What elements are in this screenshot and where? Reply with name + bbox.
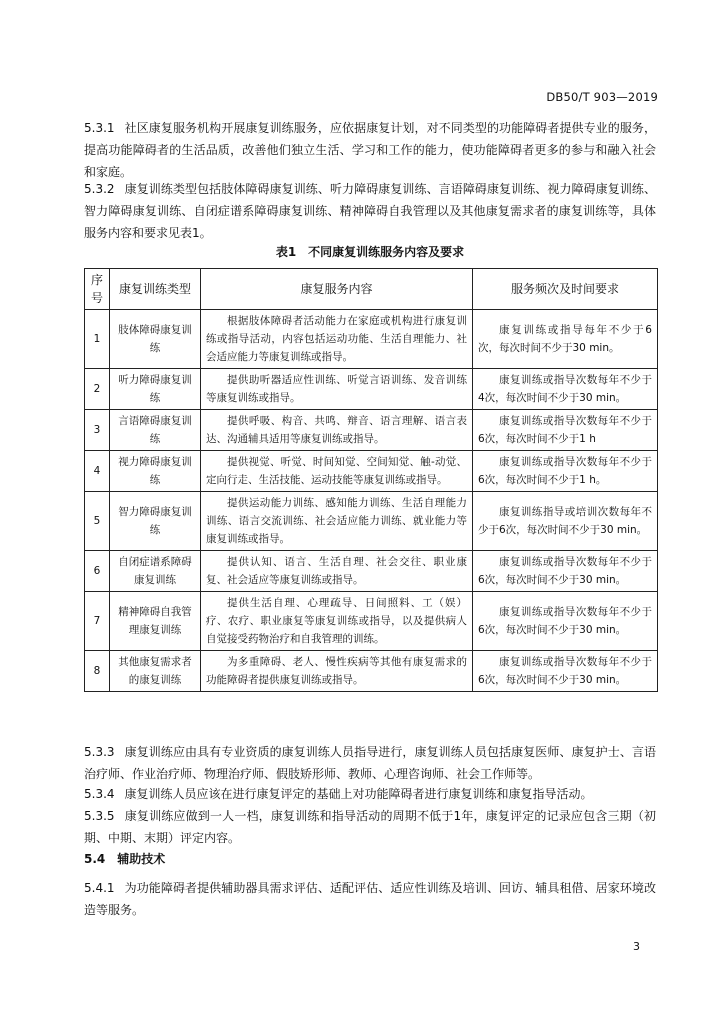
- cell-type: 视力障碍康复训练: [110, 451, 201, 492]
- clause-text: 康复训练应由具有专业资质的康复训练人员指导进行，康复训练人员包括康复医师、康复护士、言语治疗师、作业治疗师、物理治疗师、假肢矫形师、教师、心理咨询师、社会工作师等。: [84, 745, 656, 781]
- header-content: 康复服务内容: [201, 269, 473, 310]
- header-no: 序号: [85, 269, 110, 310]
- cell-frequency: [473, 451, 658, 492]
- clause-number: 5.4.1: [84, 881, 115, 895]
- document-id: DB50/T 903—2019: [546, 90, 658, 104]
- cell-type: 其他康复需求者的康复训练: [110, 651, 201, 692]
- paragraph-5-3-5: [84, 805, 656, 849]
- clause-text: 为功能障碍者提供辅助器具需求评估、适配评估、适应性训练及培训、回访、辅具租借、居家环境改造等服务。: [84, 881, 656, 917]
- frequency-text: 康复训练或指导次数每年不少于6次，每次时间不少于30 min。: [478, 656, 652, 686]
- frequency-text: 康复训练或指导次数每年不少于6次，每次时间不少于30 min。: [478, 556, 652, 586]
- frequency-text: 康复训练指导或培训次数每年不少于6次，每次时间不少于30 min。: [478, 506, 652, 536]
- table-row: [85, 369, 658, 410]
- paragraph-5-3-3: [84, 741, 656, 785]
- cell-no: 7: [85, 592, 110, 651]
- cell-content: [201, 651, 473, 692]
- paragraph-5-3-1: [84, 117, 656, 183]
- clause-number: 5.3.5: [84, 809, 115, 823]
- content-text: 为多重障碍、老人、慢性疾病等其他有康复需求的功能障碍者提供康复训练或指导。: [206, 656, 467, 686]
- cell-type: 精神障碍自我管理康复训练: [110, 592, 201, 651]
- frequency-text: 康复训练或指导次数每年不少于6次，每次时间不少于1 h: [478, 415, 652, 445]
- table-title: 表1 不同康复训练服务内容及要求: [275, 245, 465, 259]
- cell-no: 2: [85, 369, 110, 410]
- content-text: 提供呼吸、构音、共鸣、辩音、语言理解、语言表达、沟通辅具适用等康复训练或指导。: [206, 415, 467, 445]
- cell-content: [201, 310, 473, 369]
- cell-frequency: [473, 410, 658, 451]
- service-table: [84, 268, 658, 692]
- cell-type: 肢体障碍康复训练: [110, 310, 201, 369]
- content-text: 提供助听器适应性训练、听觉言语训练、发音训练等康复训练或指导。: [206, 374, 467, 404]
- cell-content: [201, 410, 473, 451]
- table-header-row: [85, 269, 658, 310]
- paragraph-5-3-4: [84, 783, 656, 805]
- content-text: 提供生活自理、心理疏导、日间照料、工（娱）疗、农疗、职业康复等康复训练或指导，以及提供病人自觉接受药物治疗和自我管理的训练。: [206, 597, 467, 645]
- cell-frequency: [473, 551, 658, 592]
- table-row: [85, 310, 658, 369]
- section-heading: [84, 850, 165, 867]
- table-row: [85, 551, 658, 592]
- clause-text: 康复训练人员应该在进行康复评定的基础上对功能障碍者进行康复训练和康复指导活动。: [124, 787, 593, 801]
- table-row: [85, 451, 658, 492]
- clause-text: 康复训练应做到一人一档，康复训练和指导活动的周期不低于1年，康复评定的记录应包含三期（初期、中期、末期）评定内容。: [84, 809, 656, 845]
- clause-number: 5.3.1: [84, 121, 115, 135]
- table-row: [85, 651, 658, 692]
- cell-frequency: [473, 592, 658, 651]
- content-text: 根据肢体障碍者活动能力在家庭或机构进行康复训练或指导活动，内容包括运动功能、生活自理能力、社会适应能力等康复训练或指导。: [206, 315, 467, 363]
- cell-type: 言语障碍康复训练: [110, 410, 201, 451]
- cell-type: 听力障碍康复训练: [110, 369, 201, 410]
- paragraph-5-4-1: [84, 877, 656, 921]
- clause-text: 康复训练类型包括肢体障碍康复训练、听力障碍康复训练、言语障碍康复训练、视力障碍康复训练、智力障碍康复训练、自闭症谱系障碍康复训练、精神障碍自我管理以及其他康复需求者的康复训练等，具体服务内容和要求见表1。: [84, 182, 656, 240]
- cell-type: 自闭症谱系障碍康复训练: [110, 551, 201, 592]
- cell-content: [201, 551, 473, 592]
- frequency-text: 康复训练或指导次数每年不少于6次，每次时间不少于30 min。: [478, 606, 652, 636]
- clause-number: 5.3.4: [84, 787, 115, 801]
- cell-type: 智力障碍康复训练: [110, 492, 201, 551]
- cell-no: 3: [85, 410, 110, 451]
- content-text: 提供运动能力训练、感知能力训练、生活自理能力训练、语言交流训练、社会适应能力训练、就业能力等康复训练或指导。: [206, 497, 467, 545]
- frequency-text: 康复训练或指导每年不少于6次，每次时间不少于30 min。: [478, 324, 652, 354]
- table-row: [85, 592, 658, 651]
- content-text: 提供认知、语言、生活自理、社会交往、职业康复、社会适应等康复训练或指导。: [206, 556, 467, 586]
- cell-frequency: [473, 492, 658, 551]
- cell-no: 8: [85, 651, 110, 692]
- cell-no: 4: [85, 451, 110, 492]
- table-row: [85, 410, 658, 451]
- content-text: 提供视觉、听觉、时间知觉、空间知觉、触-动觉、定向行走、生活技能、运动技能等康复训练或指导。: [206, 456, 467, 486]
- cell-content: [201, 592, 473, 651]
- clause-number: 5.3.2: [84, 182, 115, 196]
- cell-content: [201, 369, 473, 410]
- cell-no: 1: [85, 310, 110, 369]
- clause-text: 社区康复服务机构开展康复训练服务，应依据康复计划，对不同类型的功能障碍者提供专业的服务，提高功能障碍者的生活品质，改善他们独立生活、学习和工作的能力，使功能障碍者更多的参与和融入社会和家庭。: [84, 121, 656, 179]
- paragraph-5-3-2: [84, 178, 656, 244]
- cell-frequency: [473, 310, 658, 369]
- section-number: 5.4: [84, 852, 106, 866]
- cell-frequency: [473, 369, 658, 410]
- frequency-text: 康复训练或指导次数每年不少于6次，每次时间不少于1 h。: [478, 456, 652, 486]
- cell-frequency: [473, 651, 658, 692]
- section-title: 辅助技术: [117, 852, 166, 866]
- header-type: 康复训练类型: [110, 269, 201, 310]
- cell-no: 6: [85, 551, 110, 592]
- table-row: [85, 492, 658, 551]
- cell-no: 5: [85, 492, 110, 551]
- header-frequency: 服务频次及时间要求: [473, 269, 658, 310]
- cell-content: [201, 492, 473, 551]
- frequency-text: 康复训练或指导次数每年不少于4次，每次时间不少于30 min。: [478, 374, 652, 404]
- cell-content: [201, 451, 473, 492]
- clause-number: 5.3.3: [84, 745, 115, 759]
- page-number: 3: [633, 940, 640, 953]
